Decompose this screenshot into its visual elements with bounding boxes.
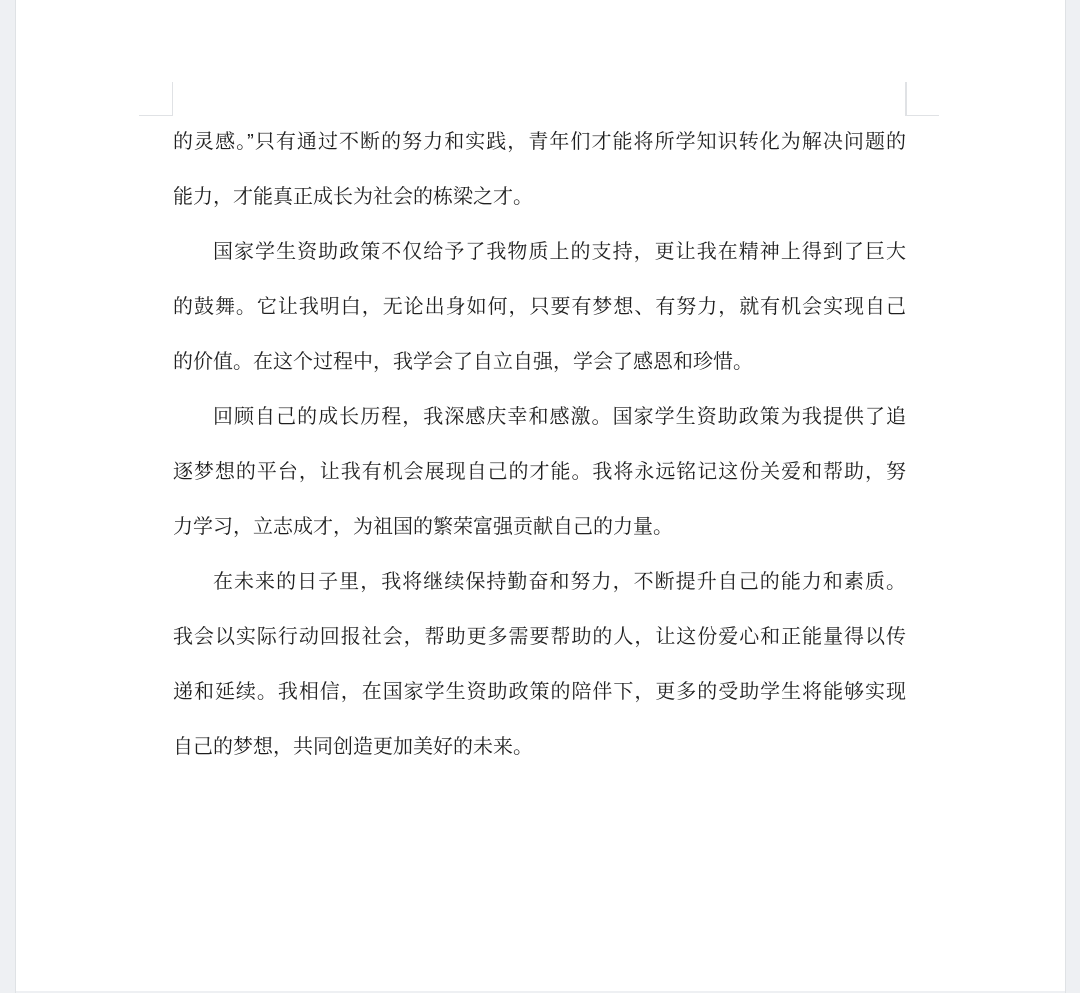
canvas-gutter-right [1065,0,1080,993]
text-line: 递和延续。我相信，在国家学生资助政策的陪伴下，更多的受助学生将能够实现 [173,681,906,703]
text-line: 的价值。在这个过程中，我学会了自立自强，学会了感恩和珍惜。 [173,351,753,373]
text-line: 的鼓舞。它让我明白，无论出身如何，只要有梦想、有努力，就有机会实现自己 [173,296,906,318]
canvas-gutter-left [0,0,16,993]
text-line: 在未来的日子里，我将继续保持勤奋和努力，不断提升自己的能力和素质。 [213,571,906,593]
text-line: 国家学生资助政策不仅给予了我物质上的支持，更让我在精神上得到了巨大 [213,241,906,263]
text-line: 能力，才能真正成长为社会的栋梁之才。 [173,186,533,208]
text-line: 回顾自己的成长历程，我深感庆幸和感激。国家学生资助政策为我提供了追 [213,406,906,428]
text-line: 力学习，立志成才，为祖国的繁荣富强贡献自己的力量。 [173,516,673,538]
text-line: 我会以实际行动回报社会，帮助更多需要帮助的人，让这份爱心和正能量得以传 [173,626,906,648]
text-line: 自己的梦想，共同创造更加美好的未来。 [173,736,533,758]
text-line: 的灵感。”只有通过不断的努力和实践，青年们才能将所学知识转化为解决问题的 [173,131,906,153]
document-text-area[interactable] [173,115,906,775]
text-line: 逐梦想的平台，让我有机会展现自己的才能。我将永远铭记这份关爱和帮助，努 [173,461,906,483]
